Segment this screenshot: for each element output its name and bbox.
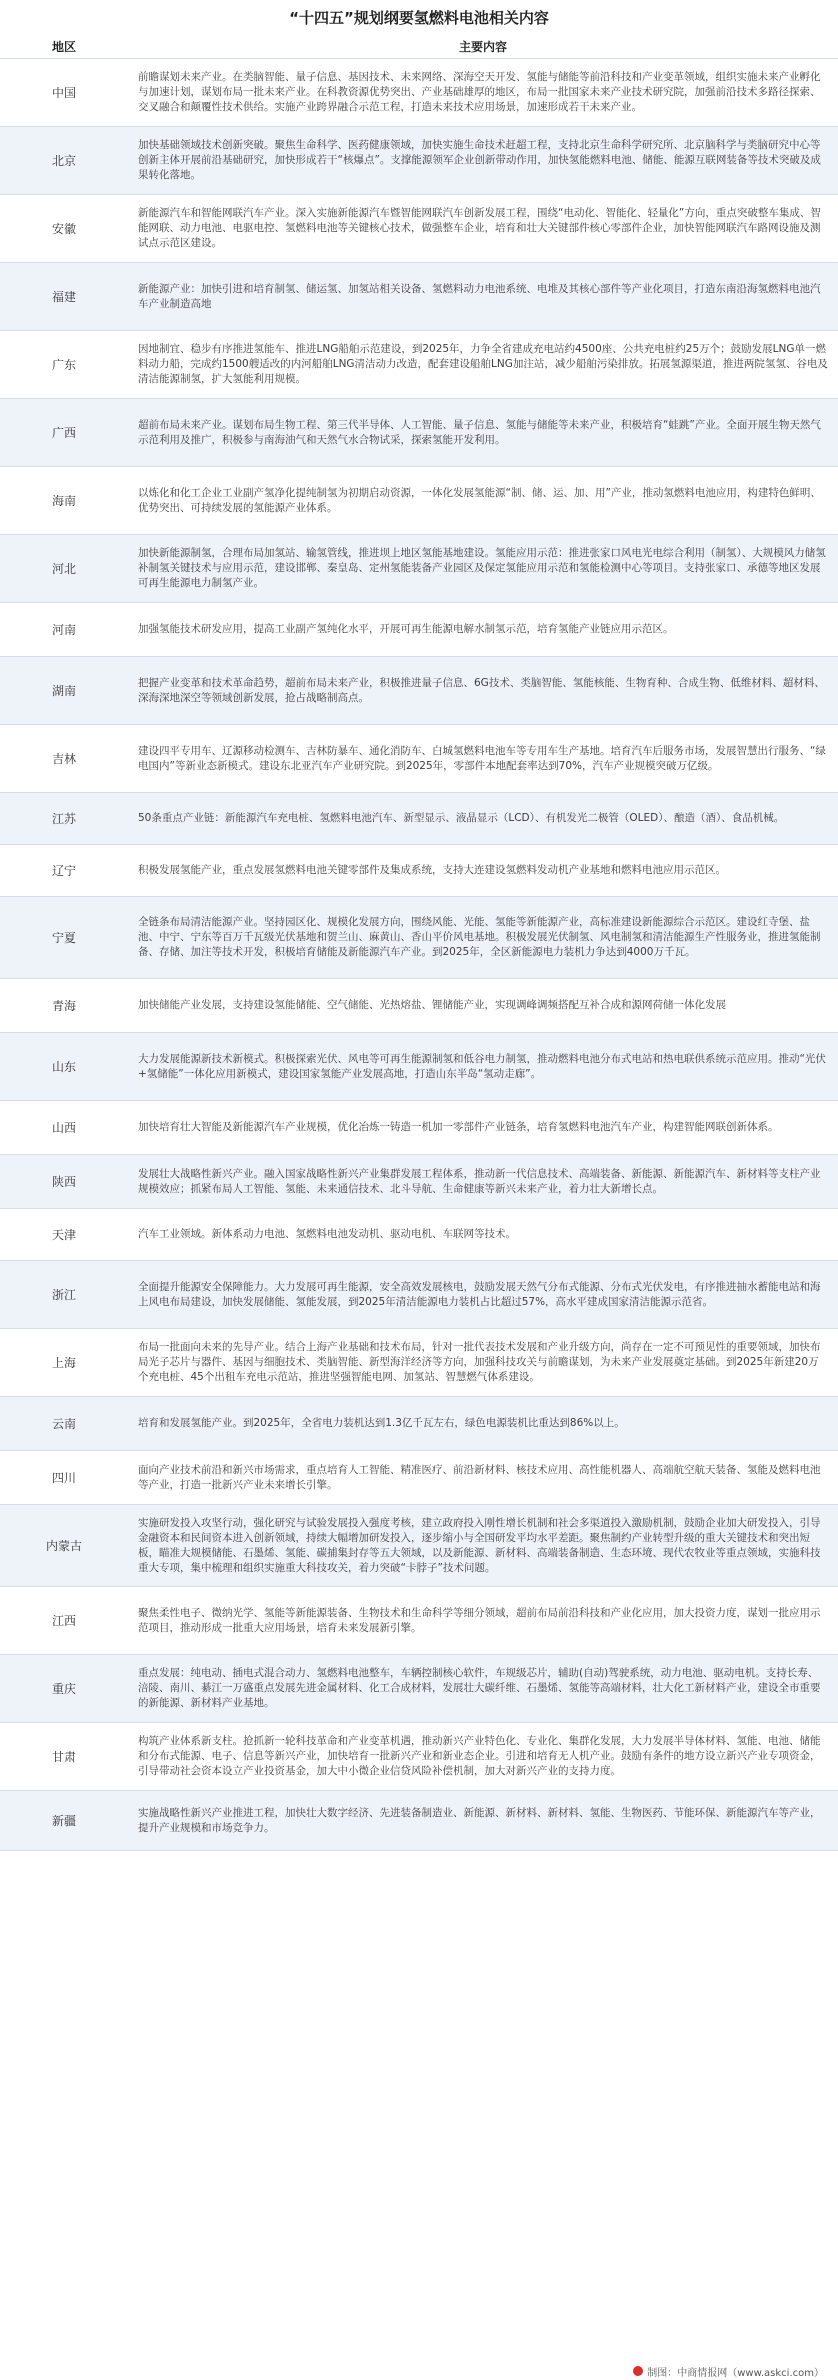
content-cell	[128, 263, 838, 331]
content-text: 因地制宜、稳步有序推进氢能车、推进LNG船舶示范建设，到2025年，力争全省建成充电站约4500座、公共充电桩约25万个；鼓励发展LNG单一燃料动力船，完成约1500艘适改的内河船舶LNG清洁动力改造，配套建设船舶LNG加注站，减少船舶污染排放。拓展氢源渠道，推进两院氢氢、谷电及清洁能源制氢，扩大氢能利用规模。	[138, 343, 828, 385]
content-text: 大力发展能源新技术新模式。积极探索光伏、风电等可再生能源制氢和低谷电力制氢，推动燃料电池分布式电站和热电联供系统示范应用。推动“光伏+氢储能”一体化应用新模式，建设国家氢能产业发展高地，打造山东半岛“氢动走廊”。	[138, 1052, 826, 1080]
policy-table	[0, 34, 838, 1851]
table-row	[0, 1791, 838, 1851]
region-cell: 湖南	[0, 657, 128, 725]
table-row	[0, 793, 838, 845]
content-text: 聚焦柔性电子、微纳光学、氢能等新能源装备、生物技术和生命科学等细分领域，超前布局前沿科技和产业化应用，加大投资力度，谋划一批应用示范项目，推动形成一批重大应用场景，培育未来发展新引擎。	[138, 1606, 821, 1634]
region-cell: 云南	[0, 1397, 128, 1451]
region-cell: 江苏	[0, 793, 128, 845]
table-row	[0, 399, 838, 467]
region-cell: 内蒙古	[0, 1505, 128, 1587]
table-row	[0, 1723, 838, 1791]
content-cell	[128, 1397, 838, 1451]
table-row	[0, 195, 838, 263]
content-text: 把握产业变革和技术革命趋势，超前布局未来产业，积极推进量子信息、6G技术、类脑智能、氢能核能、生物育种、合成生物、低维材料、超材料、深海深地深空等领域创新发展，抢占战略制高点。	[138, 676, 825, 704]
table-row	[0, 897, 838, 979]
content-cell	[128, 195, 838, 263]
footer	[0, 2362, 838, 2380]
content-text: 加强氢能技术研发应用，提高工业副产氢纯化水平，开展可再生能源电解水制氢示范，培育氢能产业链应用示范区。	[138, 623, 674, 635]
content-cell	[128, 845, 838, 897]
table-row	[0, 725, 838, 793]
content-text: 布局一批面向未来的先导产业。结合上海产业基础和技术布局，针对一批代表技术发展和产业升级方向，尚存在一定不可预见性的重要领域，加快布局光子芯片与器件、基因与细胞技术、类脑智能、新型海洋经济等方向，加强科技攻关与前瞻谋划，为未来产业发展奠定基础。到2025年新建20万个充电桩、45个出租车充电示范站，推进坚强智能电网、加氢站、智慧燃气体系建设。	[138, 1341, 821, 1383]
region-cell: 新疆	[0, 1791, 128, 1851]
content-text: 超前布局未来产业。谋划布局生物工程、第三代半导体、人工智能、量子信息、氢能与储能等未来产业，积极培育“蛙跳”产业。全面开展生物天然气示范利用及推广，积极参与南海油气和天然气水合物试采，探索氢能开发利用。	[138, 418, 821, 446]
region-cell: 甘肃	[0, 1723, 128, 1791]
content-cell	[128, 127, 838, 195]
table-row	[0, 59, 838, 127]
table-row	[0, 263, 838, 331]
content-cell	[128, 1101, 838, 1155]
content-text: 加快储能产业发展，支持建设氢能储能、空气储能、光热熔盐、锂储能产业，实现调峰调频搭配互补合成和源网荷储一体化发展	[138, 999, 726, 1011]
table-row	[0, 1329, 838, 1397]
region-cell: 北京	[0, 127, 128, 195]
content-text: 加快培育壮大智能及新能源汽车产业规模，优化冶炼一铸造一机加一零部件产业链条，培育氢燃料电池汽车产业，构建智能网联创新体系。	[138, 1121, 779, 1133]
content-text: 全面提升能源安全保障能力。大力发展可再生能源，安全高效发展核电，鼓励发展天然气分布式能源、分布式光伏发电，有序推进抽水蓄能电站和海上风电布局建设，加快发展储能、氢能发展，到2025年清洁能源电力装机占比超过57%，高水平建成国家清洁能源示范省。	[138, 1280, 821, 1308]
table-row	[0, 1587, 838, 1655]
content-text: 积极发展氢能产业，重点发展氢燃料电池关键零部件及集成系统，支持大连建设氢燃料发动机产业基地和燃料电池应用示范区。	[138, 864, 726, 876]
table-row	[0, 1451, 838, 1505]
table-row	[0, 127, 838, 195]
region-cell: 宁夏	[0, 897, 128, 979]
content-text: 发展壮大战略性新兴产业。融入国家战略性新兴产业集群发展工程体系，推动新一代信息技术、高端装备、新能源、新能源汽车、新材料等支柱产业规模效应；抓紧布局人工智能、氢能、未来通信技术、北斗导航、生命健康等新兴未来产业，着力壮大新增长点。	[138, 1167, 821, 1195]
content-text: 加快基础领域技术创新突破。聚焦生命科学、医药健康领域，加快实施生命技术赶超工程，支持北京生命科学研究所、北京脑科学与类脑研究中心等创新主体开展前沿基础研究，加快形成若干“核爆点”。支撑能源领军企业创新带动作用，加快氢能燃料电池、储能、能源互联网装备等技术突破及成果转化落地。	[138, 139, 821, 181]
content-cell	[128, 603, 838, 657]
content-text: 面向产业技术前沿和新兴市场需求，重点培育人工智能、精准医疗、前沿新材料、核技术应用、高性能机器人、高端航空航天装备、氢能及燃料电池等产业，打造一批新兴产业未来增长引擎。	[138, 1463, 821, 1491]
content-cell	[128, 535, 838, 603]
region-cell: 江西	[0, 1587, 128, 1655]
content-text: 重点发展：纯电动、插电式混合动力、氢燃料电池整车，车辆控制核心软件，车规级芯片，辅助(自动)驾驶系统，动力电池、驱动电机。支持长寿、涪陵、南川、綦江一万盛重点发展先进金属材料、化工合成材料，发展壮大碳纤维、石墨烯、氢能等高端材料，壮大化工新材料产业，建设全市重要的新能源、新材料产业基地。	[138, 1667, 821, 1709]
content-cell	[128, 897, 838, 979]
region-cell: 青海	[0, 979, 128, 1033]
table-row	[0, 845, 838, 897]
region-cell: 福建	[0, 263, 128, 331]
content-cell	[128, 1723, 838, 1791]
table-row	[0, 1033, 838, 1101]
table-row	[0, 657, 838, 725]
region-cell: 山西	[0, 1101, 128, 1155]
content-cell	[128, 725, 838, 793]
table-row	[0, 535, 838, 603]
content-text: 汽车工业领域。新体系动力电池、氢燃料电池发动机、驱动电机、车联网等技术。	[138, 1228, 516, 1240]
content-cell	[128, 1329, 838, 1397]
table-row	[0, 467, 838, 535]
table-row	[0, 1397, 838, 1451]
table-row	[0, 1655, 838, 1723]
content-text: 实施研发投入攻坚行动，强化研究与试验发展投入强度考核，建立政府投入刚性增长机制和社会多渠道投入激励机制，鼓励企业加大研发投入，引导金融资本和民间资本进入创新领域，持续大幅增加研发投入，逐步缩小与全国研发平均水平差距。聚焦制约产业转型升级的重大关键技术和突出短板，瞄准大规模储能、石墨烯、氢能、碳捕集封存等五大领域，以及新能源、新材料、高端装备制造、生态环境、现代农牧业等重点领域，实施科技重大专项，集中梳理和组织实施重大科技攻关，着力突破“卡脖子”技术问题。	[138, 1516, 821, 1574]
table-row	[0, 331, 838, 399]
content-cell	[128, 1155, 838, 1209]
content-cell	[128, 979, 838, 1033]
region-cell: 安徽	[0, 195, 128, 263]
content-text: 培育和发展氢能产业。到2025年，全省电力装机达到1.3亿千瓦左右，绿色电源装机比重达到86%以上。	[138, 1417, 625, 1429]
region-cell: 海南	[0, 467, 128, 535]
footer-source: 制图：中商情报网（www.askci.com）	[647, 2367, 824, 2379]
content-text: 建设四平专用车、辽源移动检测车、吉林防暴车、通化消防车、白城氢燃料电池车等专用车生产基地。培育汽车后服务市场，发展智慧出行服务、“绿电国内”等新业态新模式。建设东北亚汽车产业研究院。到2025年，零部件本地配套率达到70%，汽车产业规模突破万亿级。	[138, 744, 826, 772]
table-row	[0, 1261, 838, 1329]
content-cell	[128, 1209, 838, 1261]
region-cell: 广东	[0, 331, 128, 399]
region-cell: 辽宁	[0, 845, 128, 897]
content-text: 全链条布局清洁能源产业。坚持园区化、规模化发展方向，围绕风能、光能、氢能等新能源产业，高标准建设新能源综合示范区。建设红寺堡、盐池、中宁、宁东等百万千瓦级光伏基地和贺兰山、麻黄山、香山平价风电基地。积极发展光伏制氢、风电制氢和清洁能源生产性服务业，推进氢能制备、存储、加注等技术开发，积极培育储能及新能源汽车产业。到2025年，全区新能源电力装机力争达到4000万千瓦。	[138, 916, 821, 958]
region-cell: 广西	[0, 399, 128, 467]
content-text: 新能源汽车和智能网联汽车产业。深入实施新能源汽车暨智能网联汽车创新发展工程，围绕“电动化、智能化、轻量化”方向，重点突破整车集成、智能网联、动力电池、电驱电控、氢燃料电池等关键核心技术，做强整车企业，培育和壮大关键部件核心零部件企业，加快智能网联汽车路网设施及测试点示范区建设。	[138, 207, 821, 249]
region-cell: 吉林	[0, 725, 128, 793]
content-cell	[128, 1261, 838, 1329]
table-header-row	[0, 34, 838, 59]
content-text: 构筑产业体系新支柱。抢抓新一轮科技革命和产业变革机遇，推动新兴产业特色化、专业化、集群化发展，大力发展半导体材料、氢能、电池、储能和分布式能源、电子、信息等新兴产业，加快培育一批新兴产业和新业态企业。引进和培育无人机产业。鼓励有条件的地方设立新兴产业专项资金，引导带动社会资本设立产业投资基金，加大中小微企业信贷风险补偿机制，加大对新兴产业的支持力度。	[138, 1735, 821, 1777]
header-region: 地区	[0, 34, 128, 59]
content-text: 加快新能源制氢，合理布局加氢站、输氢管线，推进坝上地区氢能基地建设。氢能应用示范：推进张家口风电光电综合利用（制氢）、大规模风力储氢补制氢关键技术与应用示范，建设邯郸、秦皇岛、定州氢能装备产业园区及保定氢能应用示范和氢能检测中心等项目。支持张家口、承德等地区发展可再生能源电力制氢产业。	[138, 547, 826, 589]
header-content: 主要内容	[128, 34, 838, 59]
content-cell	[128, 1791, 838, 1851]
region-cell: 山东	[0, 1033, 128, 1101]
content-text: 新能源产业：加快引进和培育制氢、储运氢、加氢站相关设备、氢燃料动力电池系统、电堆及其核心部件等产业化项目，打造东南沿海氢燃料电池汽车产业制造高地	[138, 282, 821, 310]
content-text: 以炼化和化工企业工业副产氢净化提纯制氢为初期启动资源，一体化发展氢能源“制、储、运、加、用”产业，推动氢燃料电池应用，构建特色鲜明、优势突出、可持续发展的氢能源产业体系。	[138, 486, 821, 514]
region-cell: 上海	[0, 1329, 128, 1397]
region-cell: 天津	[0, 1209, 128, 1261]
content-cell	[128, 399, 838, 467]
table-row	[0, 1155, 838, 1209]
content-text: 50条重点产业链：新能源汽车充电桩、氢燃料电池汽车、新型显示、液晶显示（LCD）、有机发光二极管（OLED）、酿造（酒）、食品机械。	[138, 812, 785, 824]
content-cell	[128, 1033, 838, 1101]
content-cell	[128, 793, 838, 845]
table-row	[0, 979, 838, 1033]
askci-logo-icon	[633, 2366, 643, 2376]
table-row	[0, 1101, 838, 1155]
table-row	[0, 1505, 838, 1587]
content-text: 实施战略性新兴产业推进工程，加快壮大数字经济、先进装备制造业、新能源、新材料、新材料、氢能、生物医药、节能环保、新能源汽车等产业，提升产业规模和市场竞争力。	[138, 1806, 821, 1834]
region-cell: 中国	[0, 59, 128, 127]
region-cell: 四川	[0, 1451, 128, 1505]
content-cell	[128, 657, 838, 725]
region-cell: 浙江	[0, 1261, 128, 1329]
content-text: 前瞻谋划未来产业。在类脑智能、量子信息、基因技术、未来网络、深海空天开发、氢能与储能等前沿科技和产业变革领域，组织实施未来产业孵化与加速计划，谋划布局一批未来产业。在科教资源优势突出、产业基础雄厚的地区，布局一批国家未来产业技术研究院，加强前沿技术多路径探索、交叉融合和颠覆性技术供给。实施产业跨界融合示范工程，打造未来技术应用场景，加速形成若干未来产业。	[138, 71, 821, 113]
table-row	[0, 1209, 838, 1261]
table-row	[0, 603, 838, 657]
region-cell: 河北	[0, 535, 128, 603]
content-cell	[128, 331, 838, 399]
content-cell	[128, 1655, 838, 1723]
content-cell	[128, 1451, 838, 1505]
table-body	[0, 59, 838, 1851]
content-cell	[128, 1505, 838, 1587]
region-cell: 陕西	[0, 1155, 128, 1209]
page-title: “十四五”规划纲要氢燃料电池相关内容	[289, 8, 549, 27]
content-cell	[128, 467, 838, 535]
content-cell	[128, 1587, 838, 1655]
region-cell: 河南	[0, 603, 128, 657]
content-cell	[128, 59, 838, 127]
region-cell: 重庆	[0, 1655, 128, 1723]
